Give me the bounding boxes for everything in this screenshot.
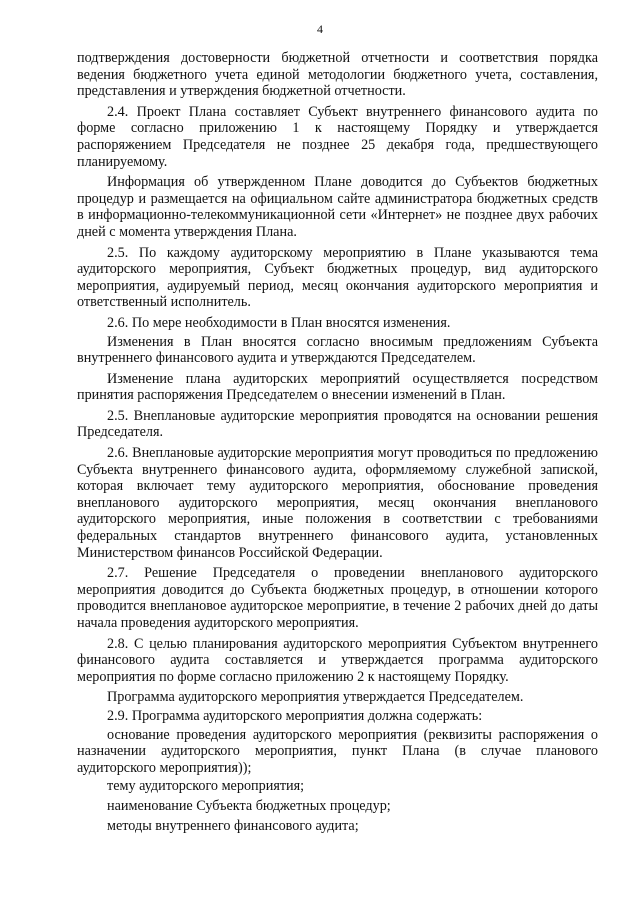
paragraph: 2.6. Внеплановые аудиторские мероприятия могут проводиться по предложению Субъекта внутреннего финансового аудита, оформляемому служебной запиской, которая включает тему аудиторского мероприятия, обоснование проведения внепланового аудиторского мероприятия, месяц окончания внепланового аудиторского мероприятия, иные положения в соответствии с требованиями федеральных стандартов внутреннего финансового аудита, установленных Министерством финансов Российской Федерации. (77, 445, 598, 561)
paragraph: подтверждения достоверности бюджетной отчетности и соответствия порядка ведения бюджетного учета единой методологии бюджетного учета, составления, представления и утверждения бюджетной отчетности. (77, 50, 598, 100)
page-number: 4 (317, 22, 323, 36)
paragraph: 2.9. Программа аудиторского мероприятия должна содержать: (107, 707, 483, 724)
paragraph: 2.7. Решение Председателя о проведении внепланового аудиторского мероприятия доводится до Субъекта бюджетных процедур, в отношении которого проводится внеплановое аудиторское мероприятие, в течение 2 рабочих дней до даты начала проведения аудиторского мероприятия. (77, 565, 598, 631)
document-body (77, 50, 598, 837)
paragraph: 2.4. Проект Плана составляет Субъект внутреннего финансового аудита по форме согласно приложению 1 к настоящему Порядку и утверждается распоряжением Председателя не позднее 25 декабря года, предшествующего планируемому. (77, 103, 598, 170)
list-item: наименование Субъекта бюджетных процедур; (107, 797, 391, 814)
list-item: тему аудиторского мероприятия; (107, 778, 305, 795)
list-item: методы внутреннего финансового аудита; (107, 817, 359, 834)
paragraph: Информация об утвержденном Плане доводится до Субъектов бюджетных процедур и размещается на официальном сайте администратора бюджетных средств в информационно-телекоммуникационной сети «Интернет» не позднее двух рабочих дней с момента утверждения Плана. (77, 174, 598, 240)
paragraph: 2.5. По каждому аудиторскому мероприятию в Плане указываются тема аудиторского мероприятия, Субъект бюджетных процедур, вид аудиторского мероприятия, аудируемый период, месяц окончания аудиторского мероприятия и ответственный исполнитель. (77, 244, 598, 311)
paragraph: Программа аудиторского мероприятия утверждается Председателем. (107, 689, 524, 706)
paragraph: 2.5. Внеплановые аудиторские мероприятия проводятся на основании решения Председателя. (77, 407, 598, 441)
paragraph: Изменение плана аудиторских мероприятий осуществляется посредством принятия распоряжения Председателем о внесении изменений в План. (77, 370, 598, 404)
paragraph: Изменения в План вносятся согласно вносимым предложениям Субъекта внутреннего финансового аудита и утверждаются Председателем. (77, 333, 598, 367)
list-item: основание проведения аудиторского мероприятия (реквизиты распоряжения о назначении аудиторского мероприятия, пункт Плана (в случае планового аудиторского мероприятия)); (77, 726, 598, 776)
paragraph: 2.8. С целью планирования аудиторского мероприятия Субъектом внутреннего финансового аудита составляется и утверждается программа аудиторского мероприятия по форме согласно приложению 2 к настоящему Порядку. (77, 635, 598, 685)
paragraph: 2.6. По мере необходимости в План вносятся изменения. (107, 314, 451, 331)
